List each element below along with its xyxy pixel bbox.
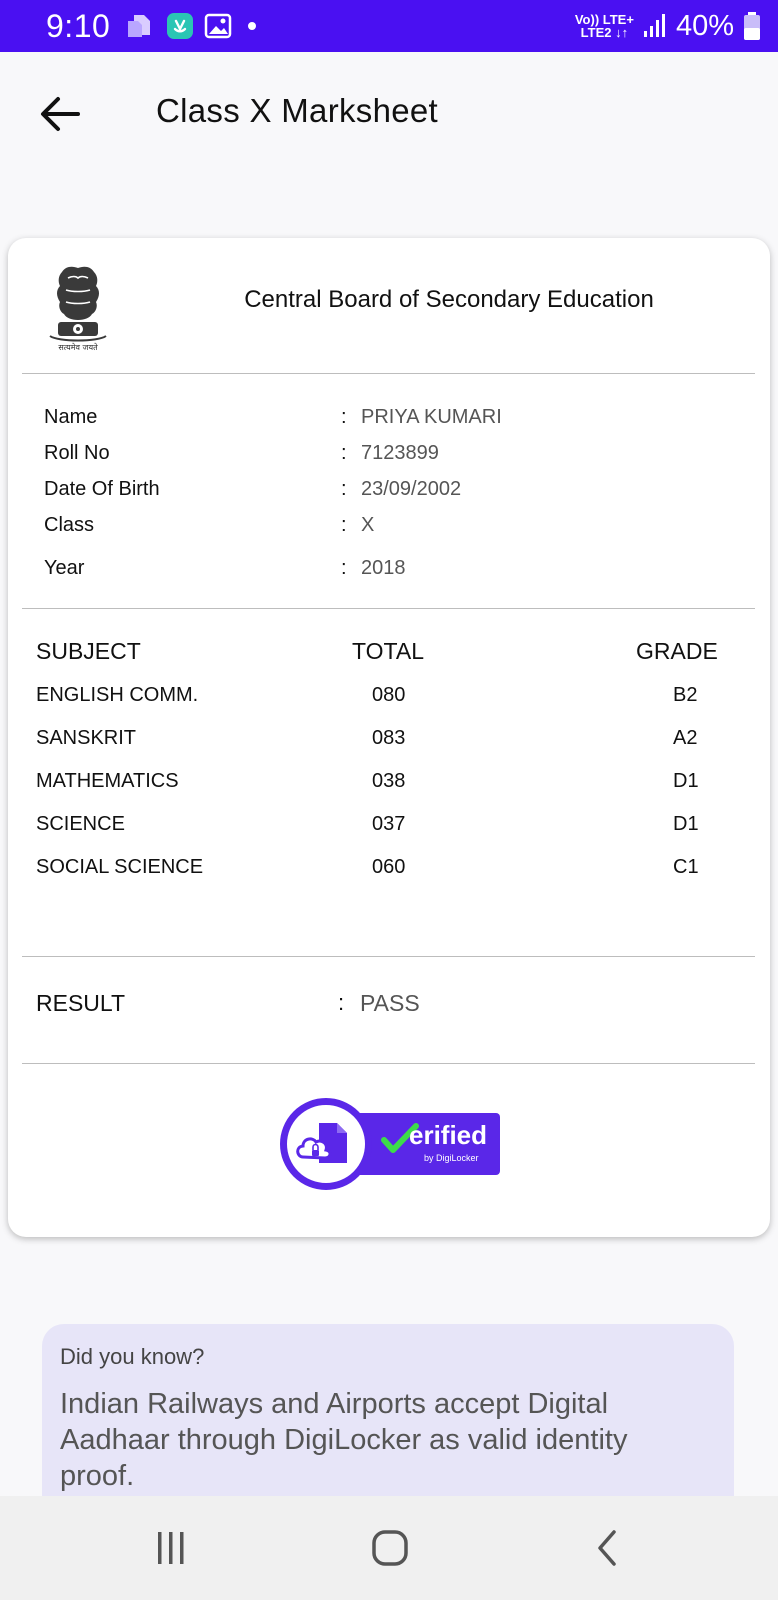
grade-cell: C1 (673, 856, 699, 878)
detail-separator: : (341, 478, 347, 500)
status-right (575, 10, 762, 43)
detail-label: Year (44, 557, 85, 579)
back-button[interactable] (34, 88, 86, 140)
grade-cell: D1 (673, 813, 699, 835)
column-header-total: TOTAL (352, 638, 424, 664)
column-header-subject: SUBJECT (36, 638, 141, 664)
detail-value: X (361, 514, 375, 536)
network-label-top: Vo)) LTE+ (574, 12, 634, 27)
files-icon (124, 13, 156, 39)
verified-subtext: by DigiLocker (424, 1153, 479, 1163)
grade-cell: D1 (673, 770, 699, 792)
total-cell: 038 (372, 770, 406, 792)
network-indicator (575, 13, 634, 39)
result-label: RESULT (36, 990, 126, 1016)
system-nav-bar (0, 1496, 778, 1600)
gallery-icon (204, 13, 232, 39)
detail-value: PRIYA KUMARI (361, 406, 502, 428)
home-button[interactable] (360, 1518, 420, 1578)
cloud-document-icon (287, 1105, 365, 1183)
detail-row-dob (44, 478, 744, 508)
column-header-grade: GRADE (636, 638, 718, 664)
detail-row-roll-no (44, 442, 744, 472)
detail-value: 2018 (361, 557, 406, 579)
detail-separator: : (341, 442, 347, 464)
saavn-icon (166, 12, 194, 40)
back-nav-button[interactable] (578, 1518, 638, 1578)
detail-value: 23/09/2002 (361, 478, 462, 500)
total-cell: 080 (372, 684, 406, 706)
home-icon (370, 1528, 410, 1568)
divider (22, 956, 755, 957)
app-header (0, 52, 778, 172)
divider (22, 373, 755, 374)
table-row (8, 684, 770, 714)
status-bar (0, 0, 778, 52)
battery-icon (742, 11, 762, 41)
table-row (8, 727, 770, 757)
grade-cell: B2 (673, 684, 698, 706)
total-cell: 083 (372, 727, 406, 749)
battery-percent: 40% (675, 9, 734, 42)
total-cell: 037 (372, 813, 406, 835)
detail-value: 7123899 (361, 442, 439, 464)
arrow-left-icon (40, 96, 80, 132)
divider (22, 1063, 755, 1064)
detail-separator: : (341, 406, 347, 428)
total-cell: 060 (372, 856, 406, 878)
grade-cell: A2 (673, 727, 698, 749)
detail-label: Name (44, 406, 98, 428)
digilocker-verified-badge (280, 1098, 510, 1194)
table-row (8, 856, 770, 886)
subject-cell: SOCIAL SCIENCE (36, 856, 204, 878)
detail-row-name (44, 406, 744, 436)
board-name: Central Board of Secondary Education (244, 286, 654, 313)
did-you-know-card (42, 1324, 734, 1524)
detail-row-class (44, 514, 744, 544)
subject-cell: MATHEMATICS (36, 770, 179, 792)
subject-cell: SANSKRIT (36, 727, 137, 749)
marksheet-card (8, 238, 770, 1237)
emblem-caption: सत्यमेव जयते (58, 343, 98, 352)
page-title: Class X Marksheet (156, 92, 439, 129)
result-value: PASS (360, 990, 420, 1016)
dot-icon (242, 16, 262, 36)
detail-label: Roll No (44, 442, 110, 464)
notification-icons (124, 12, 262, 40)
status-time: 9:10 (46, 7, 111, 44)
did-you-know-title: Did you know? (60, 1344, 205, 1369)
back-chevron-icon (588, 1528, 628, 1568)
result-separator: : (338, 990, 345, 1015)
verified-text: erified (409, 1120, 488, 1150)
did-you-know-body: Indian Railways and Airports accept Digital Aadhaar through DigiLocker as valid identity proof. (60, 1388, 628, 1492)
network-label-bottom: LTE2 ↓↑ (580, 25, 629, 40)
table-row (8, 770, 770, 800)
detail-separator: : (341, 514, 347, 536)
detail-label: Date Of Birth (44, 478, 160, 500)
detail-label: Class (44, 514, 95, 536)
table-row (8, 813, 770, 843)
signal-icon (642, 13, 668, 39)
divider (22, 608, 755, 609)
recents-button[interactable] (141, 1518, 201, 1578)
verified-circle (280, 1098, 372, 1190)
subject-cell: ENGLISH COMM. (36, 684, 199, 706)
detail-row-year (44, 557, 744, 587)
recents-icon (151, 1528, 191, 1568)
detail-separator: : (341, 557, 347, 579)
subject-cell: SCIENCE (36, 813, 125, 835)
